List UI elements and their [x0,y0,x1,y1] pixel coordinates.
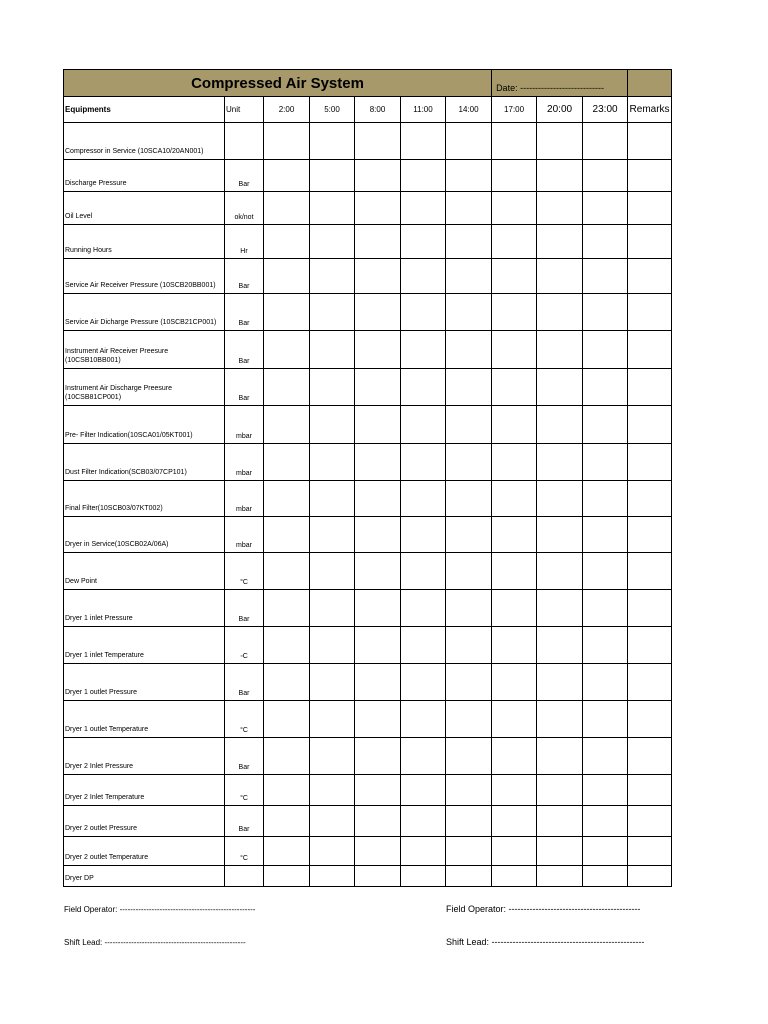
reading-cell-800[interactable] [355,837,401,866]
reading-cell-500[interactable] [310,738,355,775]
column-header-row [64,97,672,123]
reading-cell-200[interactable] [264,294,310,331]
reading-cell-1400[interactable] [446,806,492,837]
reading-cell-2000[interactable] [537,517,583,553]
reading-cell-1700[interactable] [492,738,537,775]
reading-cell-1700[interactable] [492,775,537,806]
reading-cell-1700[interactable] [492,160,537,192]
remarks-cell[interactable] [628,444,672,481]
reading-cell-1400[interactable] [446,517,492,553]
header-time-1100: 11:00 [401,97,446,123]
reading-cell-800[interactable] [355,331,401,369]
remarks-cell[interactable] [628,369,672,406]
reading-cell-1700[interactable] [492,806,537,837]
reading-cell-1400[interactable] [446,553,492,590]
reading-cell-800[interactable] [355,225,401,259]
reading-cell-2300[interactable] [583,481,628,517]
equipment-label: Dryer 1 inlet Pressure [64,590,225,627]
remarks-cell[interactable] [628,806,672,837]
reading-cell-1700[interactable] [492,294,537,331]
table-row [64,406,672,444]
remarks-cell[interactable] [628,553,672,590]
reading-cell-800[interactable] [355,192,401,225]
equipment-label: Dust Filter Indication(SCB03/07CP101) [64,444,225,481]
reading-cell-500[interactable] [310,331,355,369]
unit-label: °C [225,775,264,806]
reading-cell-1400[interactable] [446,192,492,225]
reading-cell-200[interactable] [264,866,310,887]
reading-cell-2000[interactable] [537,294,583,331]
remarks-cell[interactable] [628,225,672,259]
reading-cell-800[interactable] [355,775,401,806]
reading-cell-2000[interactable] [537,837,583,866]
equipment-label: Dew Point [64,553,225,590]
reading-cell-1400[interactable] [446,259,492,294]
reading-cell-500[interactable] [310,553,355,590]
reading-cell-200[interactable] [264,837,310,866]
reading-cell-800[interactable] [355,866,401,887]
unit-label: Bar [225,590,264,627]
table-row [64,369,672,406]
compressed-air-log-sheet [63,69,671,887]
reading-cell-800[interactable] [355,664,401,701]
remarks-cell[interactable] [628,775,672,806]
unit-label: Bar [225,294,264,331]
equipment-label: Discharge Pressure [64,160,225,192]
equipment-label: Dryer 1 outlet Pressure [64,664,225,701]
header-remarks: Remarks [628,97,672,123]
reading-cell-2000[interactable] [537,259,583,294]
equipment-label: Dryer 2 Inlet Pressure [64,738,225,775]
remarks-cell[interactable] [628,192,672,225]
reading-cell-2000[interactable] [537,866,583,887]
remarks-cell[interactable] [628,406,672,444]
reading-cell-1100[interactable] [401,331,446,369]
reading-cell-2000[interactable] [537,664,583,701]
unit-label: Bar [225,738,264,775]
reading-cell-200[interactable] [264,664,310,701]
reading-cell-800[interactable] [355,481,401,517]
reading-cell-200[interactable] [264,160,310,192]
reading-cell-1700[interactable] [492,701,537,738]
reading-cell-1700[interactable] [492,517,537,553]
date-label: Date: ---------------------------- [496,83,604,93]
unit-label [225,123,264,160]
reading-cell-200[interactable] [264,553,310,590]
reading-cell-2300[interactable] [583,701,628,738]
table-row [64,553,672,590]
reading-cell-2300[interactable] [583,517,628,553]
unit-label: ◦C [225,627,264,664]
reading-cell-800[interactable] [355,517,401,553]
reading-cell-500[interactable] [310,775,355,806]
table-row [64,192,672,225]
reading-cell-500[interactable] [310,701,355,738]
reading-cell-1700[interactable] [492,259,537,294]
reading-cell-1100[interactable] [401,259,446,294]
header-time-200: 2:00 [264,97,310,123]
reading-cell-1700[interactable] [492,590,537,627]
table-row [64,481,672,517]
equipment-label: Dryer DP [64,866,225,887]
reading-cell-1400[interactable] [446,481,492,517]
equipment-label: Pre- Filter Indication(10SCA01/05KT001) [64,406,225,444]
reading-cell-1100[interactable] [401,517,446,553]
remarks-cell[interactable] [628,517,672,553]
reading-cell-200[interactable] [264,192,310,225]
header-time-1700: 17:00 [492,97,537,123]
reading-cell-2000[interactable] [537,444,583,481]
reading-cell-1400[interactable] [446,406,492,444]
equipment-label: Service Air Receiver Pressure (10SCB20BB001) [64,259,225,294]
unit-label: Bar [225,664,264,701]
reading-cell-2300[interactable] [583,123,628,160]
table-row [64,225,672,259]
remarks-cell[interactable] [628,160,672,192]
table-row [64,123,672,160]
reading-cell-500[interactable] [310,664,355,701]
reading-cell-1700[interactable] [492,664,537,701]
equipment-label: Final Filter(10SCB03/07KT002) [64,481,225,517]
reading-cell-1100[interactable] [401,837,446,866]
reading-cell-800[interactable] [355,406,401,444]
reading-cell-1100[interactable] [401,553,446,590]
reading-cell-200[interactable] [264,123,310,160]
table-row [64,738,672,775]
reading-cell-500[interactable] [310,866,355,887]
equipment-label: Service Air Dicharge Pressure (10SCB21CP001) [64,294,225,331]
unit-label: Bar [225,331,264,369]
reading-cell-2000[interactable] [537,160,583,192]
header-time-2000: 20:00 [537,97,583,123]
reading-cell-800[interactable] [355,294,401,331]
remarks-cell[interactable] [628,123,672,160]
unit-label: Bar [225,160,264,192]
table-row [64,160,672,192]
unit-label: Bar [225,369,264,406]
reading-cell-2300[interactable] [583,806,628,837]
remarks-cell[interactable] [628,664,672,701]
reading-cell-1400[interactable] [446,123,492,160]
reading-cell-2000[interactable] [537,225,583,259]
reading-cell-1400[interactable] [446,225,492,259]
reading-cell-2300[interactable] [583,444,628,481]
reading-cell-1400[interactable] [446,294,492,331]
reading-cell-1700[interactable] [492,406,537,444]
reading-cell-2300[interactable] [583,294,628,331]
equipment-label: Instrument Air Receiver Preesure (10CSB10BB001) [64,331,225,369]
reading-cell-2000[interactable] [537,701,583,738]
equipment-label: Dryer 1 outlet Temperature [64,701,225,738]
reading-cell-1700[interactable] [492,225,537,259]
reading-cell-1100[interactable] [401,664,446,701]
log-table [63,69,672,887]
reading-cell-2000[interactable] [537,123,583,160]
reading-cell-200[interactable] [264,481,310,517]
footer-shift-lead-right: Shift Lead: --------------------------------------------------- [446,937,645,947]
reading-cell-1700[interactable] [492,369,537,406]
reading-cell-2300[interactable] [583,259,628,294]
reading-cell-1100[interactable] [401,806,446,837]
reading-cell-2300[interactable] [583,331,628,369]
reading-cell-200[interactable] [264,806,310,837]
reading-cell-200[interactable] [264,517,310,553]
unit-label: mbar [225,517,264,553]
footer-shift-lead-left: Shift Lead: ----------------------------------------------------- [64,938,246,947]
reading-cell-200[interactable] [264,701,310,738]
table-row [64,701,672,738]
reading-cell-200[interactable] [264,590,310,627]
reading-cell-2300[interactable] [583,160,628,192]
reading-cell-200[interactable] [264,627,310,664]
reading-cell-1400[interactable] [446,738,492,775]
reading-cell-1700[interactable] [492,192,537,225]
reading-cell-500[interactable] [310,590,355,627]
reading-cell-800[interactable] [355,701,401,738]
reading-cell-500[interactable] [310,160,355,192]
reading-cell-1100[interactable] [401,369,446,406]
reading-cell-2300[interactable] [583,590,628,627]
reading-cell-800[interactable] [355,738,401,775]
header-time-500: 5:00 [310,97,355,123]
reading-cell-1400[interactable] [446,775,492,806]
unit-label: Hr [225,225,264,259]
equipment-label: Dryer 2 Inlet Temperature [64,775,225,806]
reading-cell-500[interactable] [310,837,355,866]
header-time-800: 8:00 [355,97,401,123]
reading-cell-1700[interactable] [492,866,537,887]
unit-label: Bar [225,806,264,837]
unit-label: mbar [225,444,264,481]
table-row [64,590,672,627]
reading-cell-1700[interactable] [492,837,537,866]
reading-cell-200[interactable] [264,775,310,806]
reading-cell-2000[interactable] [537,553,583,590]
reading-cell-2000[interactable] [537,806,583,837]
reading-cell-2000[interactable] [537,627,583,664]
reading-cell-1700[interactable] [492,627,537,664]
reading-cell-2300[interactable] [583,837,628,866]
table-row [64,866,672,887]
reading-cell-2000[interactable] [537,481,583,517]
remarks-cell[interactable] [628,590,672,627]
reading-cell-1100[interactable] [401,225,446,259]
reading-cell-1100[interactable] [401,406,446,444]
reading-cell-2300[interactable] [583,553,628,590]
reading-cell-1100[interactable] [401,294,446,331]
reading-cell-1700[interactable] [492,553,537,590]
remarks-cell[interactable] [628,738,672,775]
reading-cell-2300[interactable] [583,406,628,444]
unit-label: mbar [225,481,264,517]
table-row [64,294,672,331]
unit-label: Bar [225,259,264,294]
reading-cell-2000[interactable] [537,738,583,775]
reading-cell-1400[interactable] [446,627,492,664]
reading-cell-2300[interactable] [583,664,628,701]
reading-cell-1100[interactable] [401,590,446,627]
reading-cell-1100[interactable] [401,481,446,517]
reading-cell-500[interactable] [310,517,355,553]
equipment-label: Oil Level [64,192,225,225]
reading-cell-800[interactable] [355,627,401,664]
remarks-cell[interactable] [628,259,672,294]
equipment-label: Instrument Air Discharge Preesure (10CSB81CP001) [64,369,225,406]
reading-cell-500[interactable] [310,806,355,837]
reading-cell-500[interactable] [310,192,355,225]
reading-cell-500[interactable] [310,123,355,160]
reading-cell-1700[interactable] [492,444,537,481]
reading-cell-1400[interactable] [446,664,492,701]
table-row [64,837,672,866]
title-row [64,70,672,97]
reading-cell-500[interactable] [310,259,355,294]
reading-cell-1100[interactable] [401,866,446,887]
reading-cell-800[interactable] [355,123,401,160]
reading-cell-1400[interactable] [446,837,492,866]
reading-cell-2000[interactable] [537,369,583,406]
reading-cell-2300[interactable] [583,866,628,887]
reading-cell-200[interactable] [264,738,310,775]
reading-cell-1100[interactable] [401,775,446,806]
reading-cell-1100[interactable] [401,444,446,481]
title-filler [628,70,672,97]
reading-cell-800[interactable] [355,444,401,481]
reading-cell-800[interactable] [355,806,401,837]
sheet-title: Compressed Air System [64,70,492,97]
reading-cell-2300[interactable] [583,627,628,664]
reading-cell-2300[interactable] [583,225,628,259]
remarks-cell[interactable] [628,627,672,664]
unit-label: °C [225,701,264,738]
date-field [492,70,604,97]
table-row [64,627,672,664]
reading-cell-2300[interactable] [583,192,628,225]
equipment-label: Running Hours [64,225,225,259]
equipment-label: Dryer 2 outlet Pressure [64,806,225,837]
reading-cell-2300[interactable] [583,369,628,406]
remarks-cell[interactable] [628,701,672,738]
reading-cell-200[interactable] [264,331,310,369]
reading-cell-1400[interactable] [446,444,492,481]
reading-cell-1100[interactable] [401,160,446,192]
header-time-2300: 23:00 [583,97,628,123]
reading-cell-1700[interactable] [492,481,537,517]
reading-cell-2300[interactable] [583,775,628,806]
unit-label [225,866,264,887]
reading-cell-2000[interactable] [537,192,583,225]
reading-cell-1400[interactable] [446,331,492,369]
reading-cell-200[interactable] [264,369,310,406]
equipment-label: Dryer 1 inlet Temperature [64,627,225,664]
reading-cell-800[interactable] [355,369,401,406]
header-equipments: Equipments [64,97,225,123]
table-row [64,775,672,806]
unit-label: ok/not [225,192,264,225]
reading-cell-800[interactable] [355,553,401,590]
reading-cell-500[interactable] [310,294,355,331]
reading-cell-500[interactable] [310,225,355,259]
reading-cell-200[interactable] [264,444,310,481]
reading-cell-500[interactable] [310,406,355,444]
reading-cell-800[interactable] [355,259,401,294]
header-unit: Unit [225,97,264,123]
table-row [64,664,672,701]
reading-cell-2000[interactable] [537,406,583,444]
reading-cell-2300[interactable] [583,738,628,775]
reading-cell-2000[interactable] [537,590,583,627]
reading-cell-500[interactable] [310,444,355,481]
reading-cell-1400[interactable] [446,701,492,738]
reading-cell-500[interactable] [310,627,355,664]
equipment-label: Dryer in Service(10SCB02A/06A) [64,517,225,553]
reading-cell-800[interactable] [355,590,401,627]
reading-cell-1100[interactable] [401,701,446,738]
unit-label: mbar [225,406,264,444]
table-row [64,331,672,369]
reading-cell-1100[interactable] [401,192,446,225]
table-row [64,259,672,294]
reading-cell-2000[interactable] [537,331,583,369]
header-time-1400: 14:00 [446,97,492,123]
reading-cell-1100[interactable] [401,627,446,664]
footer-field-operator-left: Field Operator: --------------------------------------------------- [64,905,256,914]
unit-label: °C [225,837,264,866]
reading-cell-1100[interactable] [401,738,446,775]
reading-cell-2000[interactable] [537,775,583,806]
reading-cell-1400[interactable] [446,160,492,192]
unit-label: °C [225,553,264,590]
reading-cell-500[interactable] [310,369,355,406]
remarks-cell[interactable] [628,481,672,517]
reading-cell-1400[interactable] [446,590,492,627]
equipment-label: Compressor in Service (10SCA10/20AN001) [64,123,225,160]
footer-field-operator-right: Field Operator: -------------------------------------------- [446,904,641,914]
equipment-label: Dryer 2 outlet Temperature [64,837,225,866]
reading-cell-500[interactable] [310,481,355,517]
remarks-cell[interactable] [628,331,672,369]
remarks-cell[interactable] [628,837,672,866]
table-row [64,517,672,553]
table-row [64,806,672,837]
reading-cell-1400[interactable] [446,369,492,406]
reading-cell-200[interactable] [264,225,310,259]
remarks-cell[interactable] [628,294,672,331]
reading-cell-1700[interactable] [492,331,537,369]
reading-cell-1100[interactable] [401,123,446,160]
reading-cell-1400[interactable] [446,866,492,887]
reading-cell-800[interactable] [355,160,401,192]
remarks-cell[interactable] [628,866,672,887]
table-row [64,444,672,481]
reading-cell-200[interactable] [264,406,310,444]
reading-cell-200[interactable] [264,259,310,294]
reading-cell-1700[interactable] [492,123,537,160]
